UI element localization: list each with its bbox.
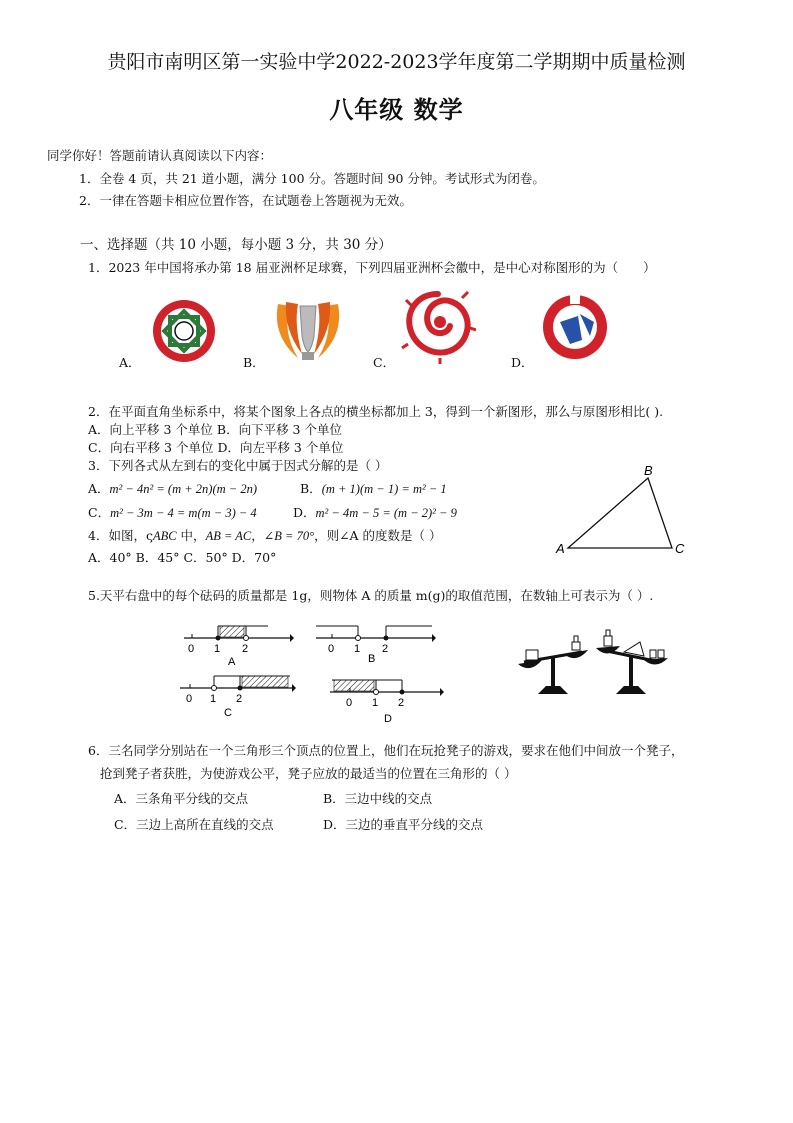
asian-cup-emblem-a-icon (142, 297, 226, 365)
balance-scale-right (596, 630, 668, 694)
tick-label-0: 0 (346, 697, 353, 709)
q1-stem: 1．2023 年中国将承办第 18 届亚洲杯足球赛，下列四届亚洲杯会徽中，是中心对称图形的为（ ） (88, 260, 656, 275)
asian-cup-emblem-c-icon (400, 288, 476, 364)
q2-options-line-1: A．向上平移 3 个单位 B．向下平移 3 个单位 (88, 422, 342, 437)
q3-option-a (88, 479, 257, 497)
q3-option-b (300, 479, 447, 497)
q6-option-d: D．三边的垂直平分线的交点 (323, 817, 484, 832)
number-line-option-b (312, 618, 437, 670)
notice-item-1: 1．全卷 4 页，共 21 道小题，满分 100 分。答题时间 90 分钟。考试形式为闭卷。 (79, 171, 545, 186)
q4-stem-prefix: 4．如图，ς (88, 528, 153, 543)
tick-label-0: 0 (188, 643, 195, 655)
tick-label-2: 2 (236, 693, 243, 705)
q3-option-c (88, 503, 257, 521)
number-line-option-c (178, 668, 298, 723)
tick-label-1: 1 (372, 697, 379, 709)
option-b-label: B (368, 653, 376, 665)
q1-option-b-label: B． (243, 355, 265, 370)
q4-triangle-name: ABC (152, 529, 177, 543)
balance-scales-figure (516, 628, 676, 700)
option-d-label: D (384, 713, 392, 725)
vertex-c-label: C (675, 541, 685, 556)
q4-stem-mid: 中， (176, 528, 206, 543)
q1-option-a-label: A． (119, 355, 141, 370)
q4-condition-angle-b: ∠B = 70° (263, 529, 315, 543)
q4-stem-comma: ， (251, 528, 264, 543)
q4-options: A．40° B．45° C．50° D．70° (88, 550, 277, 565)
tick-label-1: 1 (354, 643, 361, 655)
tick-label-1: 1 (210, 693, 217, 705)
q5-stem: 5.天平右盘中的每个砝码的质量都是 1g，则物体 A 的质量 m(g)的取值范围，在数轴上可表示为（ ）. (88, 588, 654, 603)
option-c-label: C (224, 707, 232, 719)
tick-label-0: 0 (186, 693, 193, 705)
q4-stem-suffix: ，则∠A 的度数是（ ） (314, 528, 442, 543)
q1-option-d-label: D． (511, 355, 534, 370)
q6-option-b: B．三边中线的交点 (323, 791, 433, 806)
q4-stem (88, 526, 442, 544)
number-line-option-d (326, 672, 446, 727)
notice-intro: 同学你好！答题前请认真阅读以下内容： (47, 148, 273, 163)
q3-option-a-expr: m² − 4n² = (m + 2n)(m − 2n) (109, 482, 257, 496)
q6-stem-line-2: 抢到凳子者获胜，为使游戏公平，凳子应放的最适当的位置在三角形的（ ） (100, 766, 517, 781)
asian-cup-emblem-b-icon (268, 296, 348, 366)
tick-label-2: 2 (242, 643, 249, 655)
number-line-option-a (180, 618, 295, 670)
notice-item-2: 2．一律在答题卡相应位置作答，在试题卷上答题视为无效。 (79, 193, 412, 208)
asian-cup-emblem-d-icon (540, 292, 610, 362)
balance-scale-left (518, 636, 588, 694)
q6-option-c: C．三边上高所在直线的交点 (114, 817, 274, 832)
q3-option-b-expr: (m + 1)(m − 1) = m² − 1 (321, 482, 447, 496)
exam-title: 贵阳市南明区第一实验中学2022-2023学年度第二学期期中质量检测 (107, 51, 686, 73)
q3-option-d-expr: m² − 4m − 5 = (m − 2)² − 9 (315, 506, 457, 520)
q2-options-line-2: C．向右平移 3 个单位 D．向左平移 3 个单位 (88, 440, 344, 455)
q6-option-a: A．三条角平分线的交点 (114, 791, 249, 806)
tick-label-1: 1 (214, 643, 221, 655)
q1-option-c-label: C． (373, 355, 396, 370)
q4-triangle-figure (550, 462, 690, 562)
q4-condition-equal-sides: AB = AC (205, 529, 252, 543)
q3-option-d (293, 503, 457, 521)
section-heading: 一、选择题（共 10 小题，每小题 3 分，共 30 分） (80, 237, 392, 253)
tick-label-2: 2 (398, 697, 405, 709)
tick-label-0: 0 (328, 643, 335, 655)
q3-option-b-label: B． (300, 481, 322, 496)
vertex-b-label: B (644, 463, 653, 478)
q3-option-c-expr: m² − 3m − 4 = m(m − 3) − 4 (110, 506, 257, 520)
triangle-abc (568, 478, 672, 548)
q3-option-d-label: D． (293, 505, 316, 520)
q2-stem: 2．在平面直角坐标系中，将某个图象上各点的横坐标都加上 3，得到一个新图形，那么与原图形相比( ). (88, 404, 664, 419)
q6-stem-line-1: 6．三名同学分别站在一个三角形三个顶点的位置上，他们在玩抢凳子的游戏，要求在他们中间放一个凳子， (88, 743, 684, 758)
vertex-a-label: A (556, 541, 565, 556)
q3-option-a-label: A． (88, 481, 110, 496)
tick-label-2: 2 (382, 643, 389, 655)
q3-stem: 3．下列各式从左到右的变化中属于因式分解的是（ ） (88, 458, 388, 473)
subject-title: 八年级 数学 (329, 95, 464, 124)
q3-option-c-label: C． (88, 505, 111, 520)
option-a-label: A (228, 656, 236, 668)
